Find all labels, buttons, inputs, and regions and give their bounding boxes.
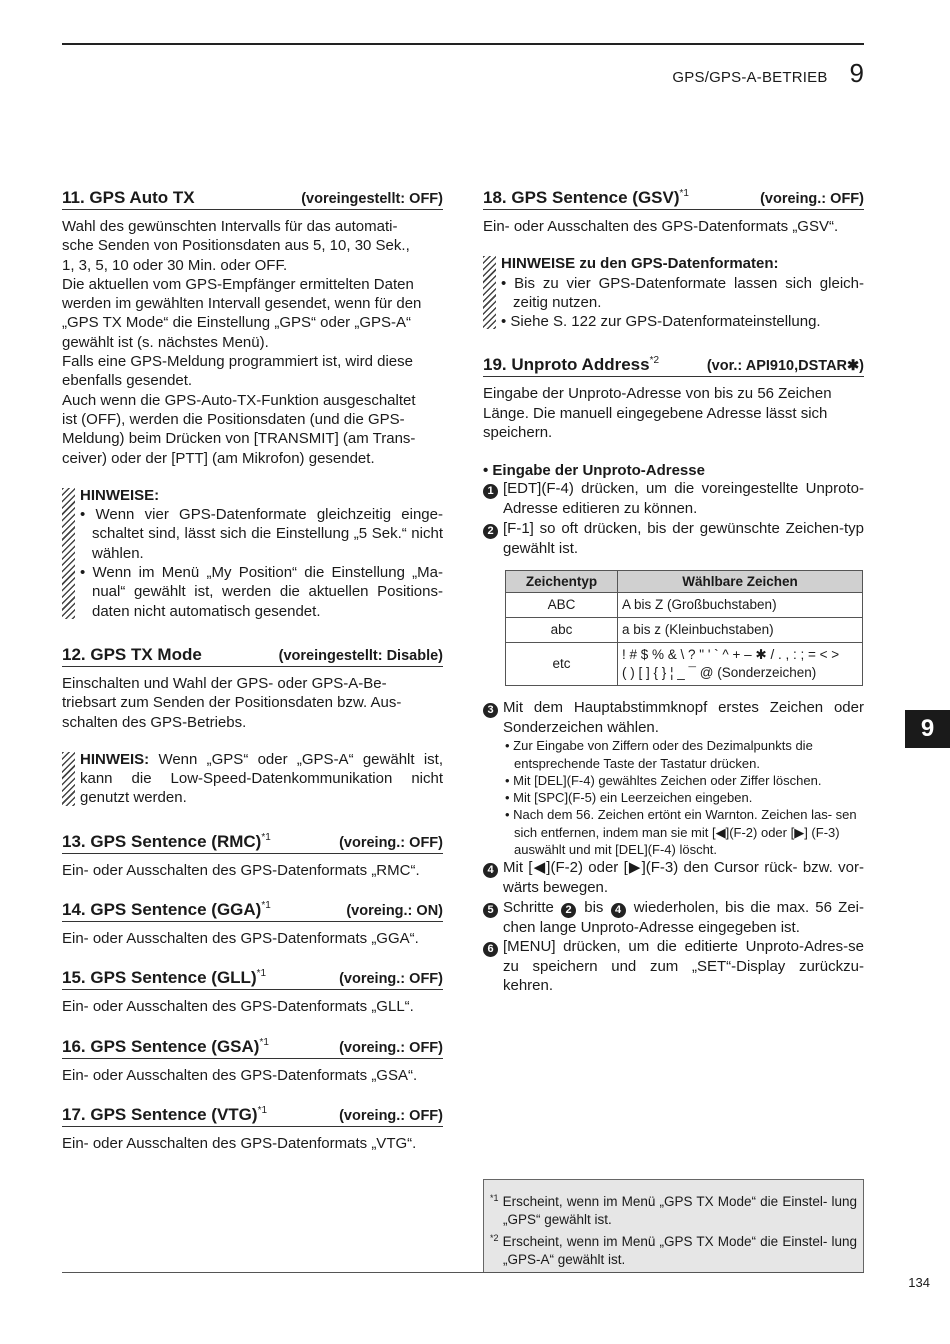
section-13-body: Ein- oder Ausschalten des GPS-Datenformats „RMC“. bbox=[62, 861, 420, 879]
section-17-heading: 17. GPS Sentence (VTG)$^{*1}$ (voreing.: OFF) bbox=[62, 1105, 443, 1127]
step-3-details: • Zur Eingabe von Ziffern oder des Dezimalpunkts die entsprechende Taste der Tastatur drücken. • Mit [DEL](F-4) gewähltes Zeichen oder Ziffer löschen. • Mit [SPC](F-5) ein Leerzeichen eingeben. • Nach dem 56. Zeichen ertönt ein Warnton. Zeichen las- sen sich entfernen, indem man sie mit [◀](F-2) oder [▶] (F-3) auswählt und mit [DEL](F-4) löscht. bbox=[505, 738, 857, 858]
unproto-input-title: • Eingabe der Unproto-Adresse bbox=[483, 462, 705, 480]
section-11-heading: 11. GPS Auto TX (voreingestellt: OFF) bbox=[62, 188, 443, 210]
note-hatch bbox=[62, 752, 75, 806]
step-number-icon: 1 bbox=[483, 484, 498, 499]
header-title: GPS/GPS-A-BETRIEB bbox=[672, 69, 828, 86]
step-number-icon: 4 bbox=[483, 863, 498, 878]
section-13-heading: 13. GPS Sentence (RMC)$^{*1}$ (voreing.: OFF) bbox=[62, 832, 443, 854]
chapter-tab: 9 bbox=[905, 710, 950, 748]
step-number-icon: 6 bbox=[483, 942, 498, 957]
section-12-body: Einschalten und Wahl der GPS- oder GPS-A-Be- triebsart zum Senden der Positionsdaten bzw. Aus- schalten des GPS-Betriebs. bbox=[62, 674, 402, 731]
section-12-heading: 12. GPS TX Mode (voreingestellt: Disable) bbox=[62, 645, 443, 667]
step-number-icon: 2 bbox=[483, 524, 498, 539]
step-4: 4 Mit [◀](F-2) oder [▶](F-3) den Cursor rück- bzw. vor-wärts bewegen. bbox=[483, 858, 864, 897]
step-2: 2 [F-1] so oft drücken, bis der gewünschte Zeichen-typ gewählt ist. bbox=[483, 519, 864, 558]
section-15-body: Ein- oder Ausschalten des GPS-Datenformats „GLL“. bbox=[62, 998, 414, 1016]
step-number-icon: 5 bbox=[483, 903, 498, 918]
section-16-body: Ein- oder Ausschalten des GPS-Datenformats „GSA“. bbox=[62, 1066, 418, 1084]
section-18-note: HINWEISE zu den GPS-Datenformaten: • Bis zu vier GPS-Datenformate lassen sich gleich- zeitig nutzen. • Siehe S. 122 zur GPS-Datenformateinstellung. bbox=[483, 254, 864, 331]
page-number: 134 bbox=[908, 1275, 930, 1290]
section-11-note: HINWEISE: • Wenn vier GPS-Datenformate gleichzeitig einge- schaltet sind, lässt sich die Einstellung „5 Sek.“ nicht wählen. • Wenn im Menü „My Position“ die Einstellung „Ma- nual“ gewählt ist, werden die aktuellen Positions- daten nicht automatisch gesendet. bbox=[62, 486, 443, 621]
section-17-body: Ein- oder Ausschalten des GPS-Datenformats „VTG“. bbox=[62, 1134, 417, 1152]
section-15-heading: 15. GPS Sentence (GLL)$^{*1}$ (voreing.: OFF) bbox=[62, 968, 443, 990]
section-11-body: Wahl des gewünschten Intervalls für das automati- sche Senden von Positionsdaten aus 5, 10, 30 Sek., 1, 3, 5, 10 oder 30 Min. oder OFF. Die aktuellen vom GPS-Empfänger ermittelten Daten werden im gewählten Intervall gesendet, wenn für den „GPS TX Mode“ die Einstellung „GPS“ oder „GPS-A“ gewählt ist (s. nächstes Menü). Falls eine GPS-Meldung programmiert ist, wird diese ebenfalls gesendet. Auch wenn die GPS-Auto-TX-Funktion ausgeschaltet ist (OFF), werden die Positionsdaten (und die GPS- Meldung) beim Drücken von [TRANSMIT] (am Trans- ceiver) oder der [PTT] (am Mikrofon) gesendet. bbox=[62, 218, 422, 467]
step-6: 6 [MENU] drücken, um die editierte Unproto-Adres-se zu speichern und zum „SET“-Display zurückzu-kehren. bbox=[483, 937, 864, 996]
footnote: $^{*1}$ Erscheint, wenn im Menü „GPS TX Mode“ die Einstel- lung „GPS“ gewählt ist. bbox=[490, 1193, 857, 1227]
section-18-heading: 18. GPS Sentence (GSV)$^{*1}$ (voreing.: OFF) bbox=[483, 188, 864, 210]
footnote-box bbox=[483, 1179, 864, 1273]
chapter-number: 9 bbox=[849, 58, 864, 88]
note-hatch bbox=[62, 488, 75, 619]
character-type-table bbox=[505, 570, 863, 686]
section-12-note: HINWEIS: Wenn „GPS“ oder „GPS-A“ gewählt ist, kann die Low-Speed-Datenkommunikation nicht genutzt werden. bbox=[62, 750, 443, 808]
section-18-body: Ein- oder Ausschalten des GPS-Datenformats „GSV“. bbox=[483, 218, 839, 235]
step-3: 3 Mit dem Hauptabstimmknopf erstes Zeichen oder Sonderzeichen wählen. bbox=[483, 698, 864, 737]
section-14-heading: 14. GPS Sentence (GGA)$^{*1}$ (voreing.: ON) bbox=[62, 900, 443, 922]
section-16-heading: 16. GPS Sentence (GSA)$^{*1}$ (voreing.: OFF) bbox=[62, 1037, 443, 1059]
section-19-body: Eingabe der Unproto-Adresse von bis zu 56 Zeichen Länge. Die manuell eingegebene Adresse lässt sich speichern. bbox=[483, 385, 832, 442]
bottom-rule bbox=[62, 1272, 864, 1273]
table-row: abc a bis z (Kleinbuchstaben) bbox=[506, 617, 863, 642]
left-column bbox=[62, 188, 443, 1153]
step-number-icon: 2 bbox=[561, 903, 576, 918]
section-19-heading: 19. Unproto Address$^{*2}$ (vor.: API910,DSTAR✱) bbox=[483, 355, 864, 377]
step-number-icon: 3 bbox=[483, 703, 498, 718]
note-hatch bbox=[483, 256, 496, 329]
top-rule bbox=[62, 43, 864, 45]
table-row: etc ! # $ % & \ ? " ' ` ^ + – ✱ / . , : ; = < > ( ) [ ] { } ¦ _ ¯ @ (Sonderzeichen) bbox=[506, 642, 863, 685]
table-header: Wählbare Zeichen bbox=[618, 570, 863, 592]
step-number-icon: 4 bbox=[611, 903, 626, 918]
right-column bbox=[483, 188, 864, 996]
step-1: 1 [EDT](F-4) drücken, um die voreingestellte Unproto-Adresse editieren zu können. bbox=[483, 479, 864, 518]
step-5: 5 Schritte 2 bis 4 wiederholen, bis die max. 56 Zei-chen lange Unproto-Adresse eingegeben ist. bbox=[483, 898, 864, 937]
table-row: ABC A bis Z (Großbuchstaben) bbox=[506, 592, 863, 617]
footnote: $^{*2}$ Erscheint, wenn im Menü „GPS TX Mode“ die Einstel- lung „GPS-A“ gewählt ist. bbox=[490, 1233, 857, 1267]
table-header: Zeichentyp bbox=[506, 570, 618, 592]
page-header bbox=[672, 58, 864, 89]
section-14-body: Ein- oder Ausschalten des GPS-Datenformats „GGA“. bbox=[62, 930, 419, 948]
